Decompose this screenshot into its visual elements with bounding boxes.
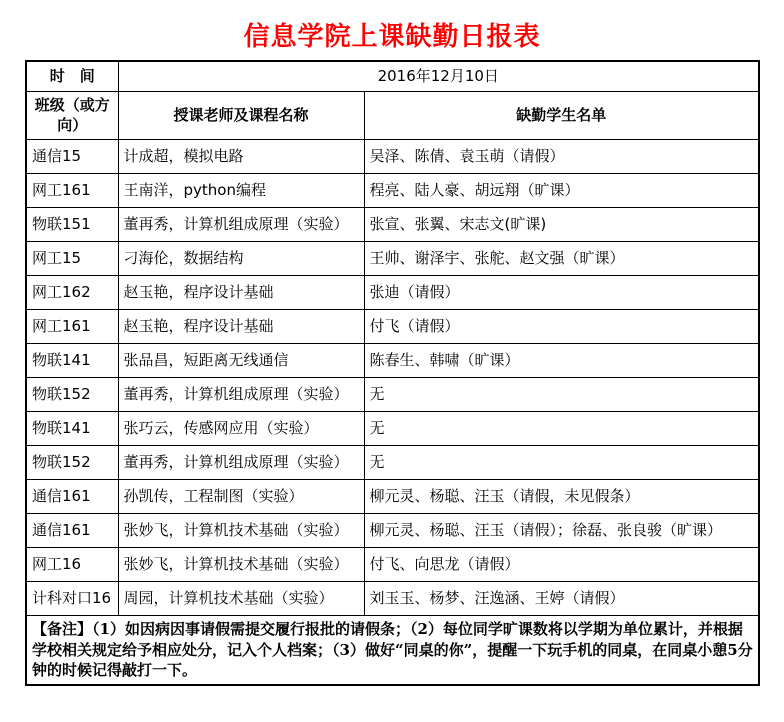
header-students: 缺勤学生名单 (364, 91, 759, 139)
class-cell: 物联152 (26, 377, 118, 411)
table-row (26, 241, 759, 275)
course-cell: 刁海伦，数据结构 (118, 241, 364, 275)
class-cell: 网工161 (26, 173, 118, 207)
course-cell: 张妙飞，计算机技术基础（实验） (118, 547, 364, 581)
absent-cell: 柳元灵、杨聪、汪玉（请假，未见假条） (364, 479, 759, 513)
time-label: 时 间 (26, 61, 118, 91)
class-cell: 物联151 (26, 207, 118, 241)
absent-cell: 王帅、谢泽宇、张舵、赵文强（旷课） (364, 241, 759, 275)
course-cell: 董再秀，计算机组成原理（实验） (118, 207, 364, 241)
header-course: 授课老师及课程名称 (118, 91, 364, 139)
absent-cell: 吴泽、陈倩、袁玉萌（请假） (364, 139, 759, 173)
table-row (26, 343, 759, 377)
table-row (26, 411, 759, 445)
table-row (26, 139, 759, 173)
table-row (26, 513, 759, 547)
absent-cell: 刘玉玉、杨梦、汪逸涵、王婷（请假） (364, 581, 759, 615)
table-row (26, 377, 759, 411)
course-cell: 董再秀，计算机组成原理（实验） (118, 377, 364, 411)
table-row (26, 581, 759, 615)
remark-row (26, 615, 759, 685)
course-cell: 王南洋，python编程 (118, 173, 364, 207)
class-cell: 网工16 (26, 547, 118, 581)
course-cell: 周园，计算机技术基础（实验） (118, 581, 364, 615)
absent-cell: 无 (364, 377, 759, 411)
page-title: 信息学院上课缺勤日报表 (243, 22, 541, 52)
class-cell: 物联141 (26, 343, 118, 377)
class-cell: 网工15 (26, 241, 118, 275)
absent-cell: 程亮、陆人豪、胡远翔（旷课） (364, 173, 759, 207)
class-cell: 物联152 (26, 445, 118, 479)
class-cell: 物联141 (26, 411, 118, 445)
absent-cell: 付飞、向思龙（请假） (364, 547, 759, 581)
course-cell: 计成超，模拟电路 (118, 139, 364, 173)
absence-report-table (25, 60, 760, 686)
table-row (26, 173, 759, 207)
course-cell: 孙凯传，工程制图（实验） (118, 479, 364, 513)
class-cell: 通信15 (26, 139, 118, 173)
course-cell: 张巧云，传感网应用（实验） (118, 411, 364, 445)
class-cell: 网工162 (26, 275, 118, 309)
class-cell: 计科对口16 (26, 581, 118, 615)
absent-cell: 无 (364, 445, 759, 479)
class-cell: 网工161 (26, 309, 118, 343)
course-cell: 张品昌，短距离无线通信 (118, 343, 364, 377)
course-cell: 赵玉艳，程序设计基础 (118, 275, 364, 309)
course-cell: 赵玉艳，程序设计基础 (118, 309, 364, 343)
class-cell: 通信161 (26, 479, 118, 513)
class-cell: 通信161 (26, 513, 118, 547)
time-value: 2016年12月10日 (118, 61, 759, 91)
table-row (26, 207, 759, 241)
table-row (26, 309, 759, 343)
absent-cell: 付飞（请假） (364, 309, 759, 343)
absent-cell: 张宣、张翼、宋志文(旷课) (364, 207, 759, 241)
course-cell: 董再秀，计算机组成原理（实验） (118, 445, 364, 479)
table-row (26, 445, 759, 479)
course-cell: 张妙飞，计算机技术基础（实验） (118, 513, 364, 547)
absent-cell: 无 (364, 411, 759, 445)
absent-cell: 柳元灵、杨聪、汪玉（请假）；徐磊、张良骏（旷课） (364, 513, 759, 547)
absent-cell: 张迪（请假） (364, 275, 759, 309)
absent-cell: 陈春生、韩啸（旷课） (364, 343, 759, 377)
header-row (26, 91, 759, 139)
table-row (26, 275, 759, 309)
header-class: 班级（或方向） (26, 91, 118, 139)
time-row (26, 61, 759, 91)
table-row (26, 479, 759, 513)
table-row (26, 547, 759, 581)
remark-text: 【备注】（1）如因病因事请假需提交履行报批的请假条；（2）每位同学旷课数将以学期为单位累计，并根据学校相关规定给予相应处分，记入个人档案；（3）做好“同桌的你”，提醒一下玩手机的同桌，在同桌小憩5分钟的时候记得敲打一下。 (26, 615, 759, 685)
